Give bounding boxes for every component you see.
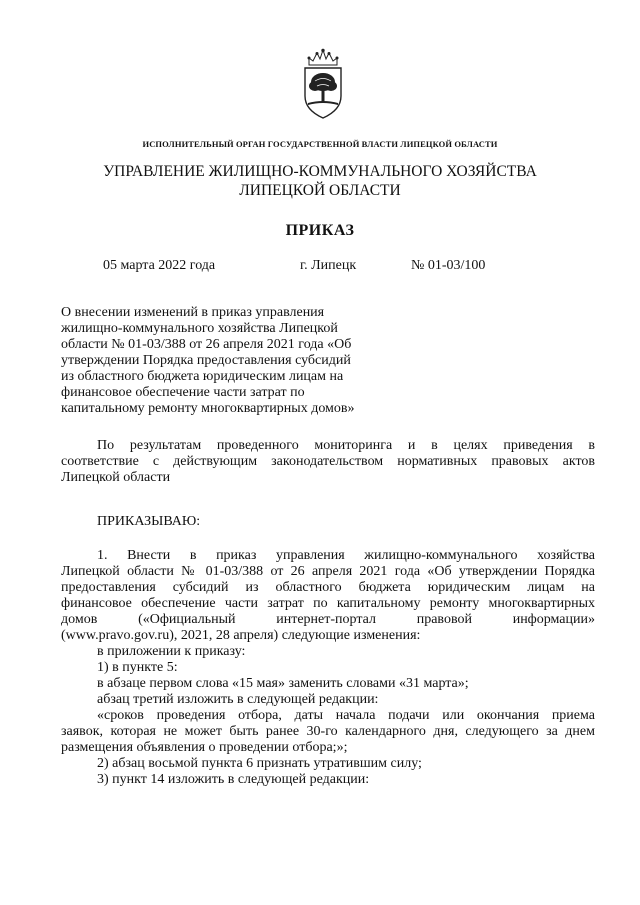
document-subject — [61, 305, 391, 417]
item-line: финансовое обеспечение части затрат по капитальному ремонту многоквартирных — [61, 596, 595, 611]
subject-line: капитальному ремонту многоквартирных домов» — [61, 401, 355, 416]
sub-line: абзац третий изложить в следующей редакции: — [97, 692, 379, 707]
subject-line: жилищно-коммунального хозяйства Липецкой — [61, 321, 338, 336]
sub-line: 1) в пункте 5: — [97, 660, 178, 675]
final-line: 2) абзац восьмой пункта 6 признать утратившим силу; — [97, 756, 422, 771]
item-line: 1. Внести в приказ управления жилищно-коммунального хозяйства — [97, 548, 595, 563]
basis-paragraph — [61, 438, 595, 486]
item-line: домов («Официальный интернет-портал правовой информации» — [61, 612, 595, 627]
authority-name: ИСПОЛНИТЕЛЬНЫЙ ОРГАН ГОСУДАРСТВЕННОЙ ВЛАСТИ ЛИПЕЦКОЙ ОБЛАСТИ — [142, 139, 498, 149]
subject-line: финансовое обеспечение части затрат по — [61, 385, 305, 400]
basis-line: соответствие с действующим законодательством нормативных правовых актов — [61, 454, 595, 469]
quote-line: «сроков проведения отбора, даты начала подачи или окончания приема — [97, 708, 595, 723]
item-line: предоставления субсидий из областного бюджета юридическим лицам на — [61, 580, 595, 595]
department-line: УПРАВЛЕНИЕ ЖИЛИЩНО-КОММУНАЛЬНОГО ХОЗЯЙСТВА — [103, 163, 537, 180]
order-items — [61, 548, 595, 788]
document-date: 05 марта 2022 года — [103, 258, 216, 273]
sub-line: в приложении к приказу: — [97, 644, 246, 659]
document-number: № 01-03/100 — [411, 258, 486, 273]
final-line: 3) пункт 14 изложить в следующей редакции: — [97, 772, 370, 787]
lipetsk-region-coat-of-arms-icon — [300, 48, 346, 122]
item-line: (www.pravo.gov.ru), 2021, 28 апреля) следующие изменения: — [61, 628, 421, 643]
order-word: ПРИКАЗЫВАЮ: — [97, 514, 201, 529]
quote-line: размещения объявления о проведении отбора;»; — [61, 740, 348, 755]
order-statement — [61, 514, 595, 530]
basis-line: Липецкой области — [61, 470, 171, 485]
department-line: ЛИПЕЦКОЙ ОБЛАСТИ — [239, 182, 401, 199]
basis-line: По результатам проведенного мониторинга и в целях приведения в — [97, 438, 595, 453]
sub-line: в абзаце первом слова «15 мая» заменить словами «31 марта»; — [97, 676, 469, 691]
subject-line: из областного бюджета юридическим лицам на — [61, 369, 344, 384]
department-name — [0, 162, 640, 200]
subject-line: утверждении Порядка предоставления субсидий — [61, 353, 351, 368]
document-city: г. Липецк — [300, 258, 357, 273]
subject-line: О внесении изменений в приказ управления — [61, 305, 325, 320]
subject-line: области № 01-03/388 от 26 апреля 2021 года «Об — [61, 337, 352, 352]
quote-line: заявок, которая не может быть ранее 30-го календарного дня, следующего за днем — [61, 724, 595, 739]
item-line: Липецкой области № 01-03/388 от 26 апреля 2021 года «Об утверждении Порядка — [61, 564, 595, 579]
document-title: ПРИКАЗ — [285, 222, 355, 239]
